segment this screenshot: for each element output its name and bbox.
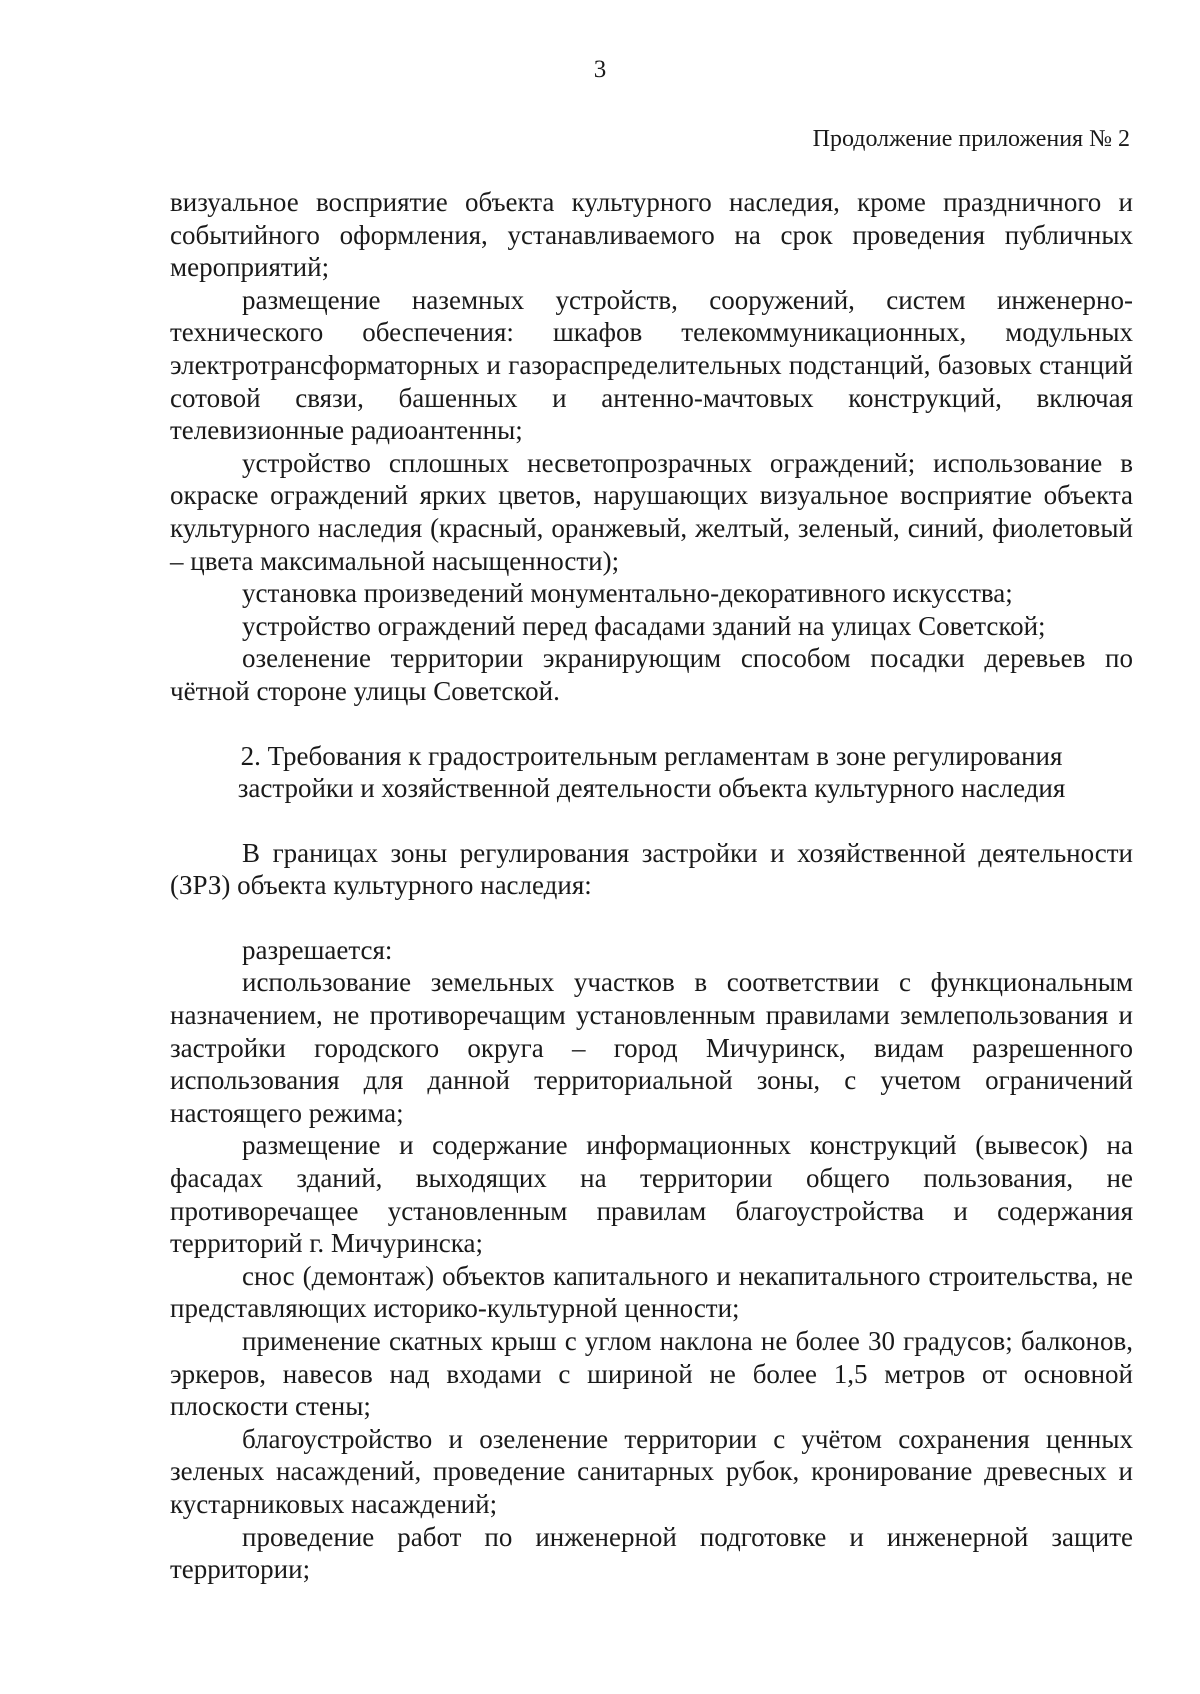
paragraph: устройство ограждений перед фасадами зданий на улицах Советской; — [242, 610, 1046, 641]
paragraph: установка произведений монументально-декоративного искусства; — [242, 578, 1013, 609]
paragraph: размещение наземных устройств, сооружений, систем инженерно-технического обеспечения: шкафов телекоммуникационных, модульных электротрансформаторных и газораспределительных подстанций, базовых станций сотовой связи, башенных и антенно-мачтовых конструкций, включая телевизионные радиоантенны; — [170, 284, 1133, 446]
paragraph: размещение и содержание информационных конструкций (вывесок) на фасадах зданий, выходящих на территории общего пользования, не противоречащее установленным правилам благоустройства и содержания территорий г. Мичуринска; — [170, 1130, 1133, 1259]
paragraph: использование земельных участков в соответствии с функциональным назначением, не противоречащим установленным правилами землепользования и застройки городского округа – город Мичуринск, видам разрешенного использования для данной территориальной зоны, с учетом ограничений настоящего режима; — [170, 967, 1133, 1128]
paragraph: визуальное восприятие объекта культурного наследия, кроме праздничного и событийного оформления, устанавливаемого на срок проведения публичных мероприятий; — [170, 187, 1133, 283]
paragraph: озеленение территории экранирующим способом посадки деревьев по чётной стороне улицы Советской. — [170, 643, 1133, 706]
appendix-note: Продолжение приложения № 2 — [812, 126, 1130, 152]
paragraph: снос (демонтаж) объектов капитального и некапитального строительства, не представляющих историко-культурной ценности; — [170, 1260, 1133, 1324]
document-body — [170, 186, 1133, 1586]
section-heading: 2. Требования к градостроительным регламентам в зоне регулирования застройки и хозяйственной деятельности объекта культурного наследия — [237, 740, 1066, 804]
paragraph: устройство сплошных несветопрозрачных ограждений; использование в окраске ограждений ярких цветов, нарушающих визуальное восприятие объекта культурного наследия (красный, оранжевый, желтый, зеленый, синий, фиолетовый – цвета максимальной насыщенности); — [170, 447, 1133, 576]
paragraph: благоустройство и озеленение территории с учётом сохранения ценных зеленых насаждений, проведение санитарных рубок, кронирование древесных и кустарниковых насаждений; — [170, 1423, 1133, 1519]
paragraph: проведение работ по инженерной подготовке и инженерной защите территории; — [170, 1521, 1133, 1585]
paragraph: разрешается: — [242, 934, 393, 965]
paragraph: применение скатных крыш с углом наклона не более 30 градусов; балконов, эркеров, навесов над входами с шириной не более 1,5 метров от основной плоскости стены; — [170, 1326, 1133, 1422]
paragraph: В границах зоны регулирования застройки и хозяйственной деятельности (ЗРЗ) объекта культурного наследия: — [170, 837, 1133, 901]
page-number: 3 — [593, 56, 607, 83]
